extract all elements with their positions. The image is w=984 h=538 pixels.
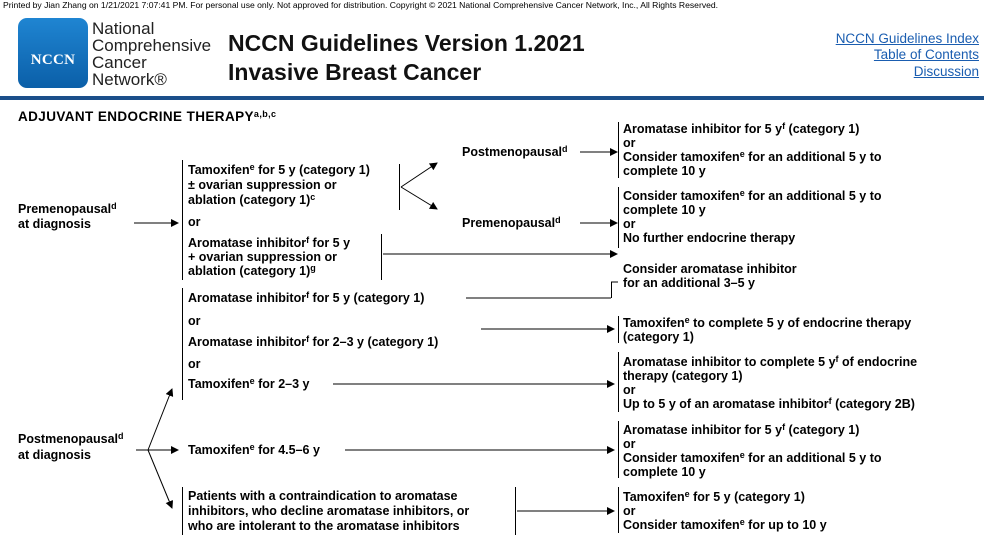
postmenopausal-branch-label: Postmenopausal$^d$ xyxy=(462,144,568,159)
org-name-line-4: Network® xyxy=(92,70,167,89)
pre-outcome-2-line-1: Consider tamoxifen$^e$ for an additional 5 y to xyxy=(623,188,882,203)
pre-or-label: or xyxy=(188,215,201,229)
post-outcome-5-line-1: Tamoxifen$^e$ for 5 y (category 1) xyxy=(623,489,805,504)
pre-option-tamoxifen-line-3: ablation (category 1)$^c$ xyxy=(188,192,316,207)
post-outcome-3-line-4: Up to 5 y of an aromatase inhibitor$^f$ (category 2B) xyxy=(623,396,915,411)
post-outcome-2-line-2: (category 1) xyxy=(623,330,694,344)
section-title: ADJUVANT ENDOCRINE THERAPY$^{a,b,c}$ xyxy=(18,109,277,124)
pre-outcome-1-line-4: complete 10 y xyxy=(623,164,706,178)
premenopausal-branch-label: Premenopausal$^d$ xyxy=(462,215,561,230)
pre-outcome-1-line-1: Aromatase inhibitor for 5 $y^f$ (category 1) xyxy=(623,121,860,136)
nccn-logo-text: NCCN xyxy=(30,52,76,68)
pre-option-aromatase-line-2: + ovarian suppression or xyxy=(188,250,338,264)
pre-outcome-3-line-2: for an additional 3–5 y xyxy=(623,276,755,290)
postmenopausal-at-diagnosis-label-2: at diagnosis xyxy=(18,448,91,462)
post-outcome-4-line-3: Consider tamoxifen$^e$ for an additional 5 y to xyxy=(623,450,882,465)
premenopausal-at-diagnosis-label-2: at diagnosis xyxy=(18,217,91,231)
post-option-tamoxifen-4-5-6y: Tamoxifen$^e$ for 4.5–6 y xyxy=(188,442,320,457)
post-outcome-5-line-3: Consider tamoxifen$^e$ for up to 10 y xyxy=(623,517,827,532)
org-name-line-3: Cancer xyxy=(92,53,147,72)
pre-outcome-2-line-3: or xyxy=(623,217,636,231)
postmenopausal-at-diagnosis-label: Postmenopausal$^d$ xyxy=(18,431,124,446)
post-option-contraindication-line-1: Patients with a contraindication to aromatase xyxy=(188,489,458,503)
org-name-line-1: National xyxy=(92,19,155,38)
post-option-ai-5y: Aromatase inhibitor$^f$ for 5 y (category 1) xyxy=(188,290,425,305)
post-or-label-2: or xyxy=(188,357,201,371)
post-or-label-1: or xyxy=(188,314,201,328)
pre-outcome-1-line-3: Consider tamoxifen$^e$ for an additional 5 y to xyxy=(623,149,882,164)
discussion-link[interactable]: Discussion xyxy=(913,64,979,79)
printed-note: Printed by Jian Zhang on 1/21/2021 7:07:41 PM. For personal use only. Not approved for distribution. Copyright © 2021 National Comprehensive Cancer Network, Inc., All Rights Reserved. xyxy=(3,0,719,10)
pre-option-tamoxifen: Tamoxifen$^e$ for 5 y (category 1) xyxy=(188,162,370,177)
pre-option-tamoxifen-line-2: ± ovarian suppression or xyxy=(188,178,337,192)
post-outcome-4-line-2: or xyxy=(623,437,636,451)
pre-outcome-2-line-4: No further endocrine therapy xyxy=(623,231,796,245)
guidelines-index-link[interactable]: NCCN Guidelines Index xyxy=(835,31,979,46)
post-outcome-5-line-2: or xyxy=(623,504,636,518)
post-outcome-4-line-4: complete 10 y xyxy=(623,465,706,479)
pre-option-aromatase-line-3: ablation (category 1)$^g$ xyxy=(188,263,316,278)
pre-outcome-1-line-2: or xyxy=(623,136,636,150)
table-of-contents-link[interactable]: Table of Contents xyxy=(873,47,979,62)
pre-outcome-3-line-1: Consider aromatase inhibitor xyxy=(623,262,797,276)
post-outcome-3-line-2: therapy (category 1) xyxy=(623,369,743,383)
page-subtitle: Invasive Breast Cancer xyxy=(228,59,482,85)
page-title: NCCN Guidelines Version 1.2021 xyxy=(228,30,585,56)
post-outcome-4-line-1: Aromatase inhibitor for 5 $y^f$ (category 1) xyxy=(623,422,860,437)
pre-outcome-2-line-2: complete 10 y xyxy=(623,203,706,217)
post-option-contraindication-line-2: inhibitors, who decline aromatase inhibitors, or xyxy=(188,504,470,518)
post-option-contraindication-line-3: who are intolerant to the aromatase inhibitors xyxy=(188,519,460,533)
post-option-ai-2-3y: Aromatase inhibitor$^f$ for 2–3 y (category 1) xyxy=(188,334,439,349)
post-option-tamoxifen-2-3y: Tamoxifen$^e$ for 2–3 y xyxy=(188,376,310,391)
premenopausal-at-diagnosis-label: Premenopausal$^d$ xyxy=(18,201,117,216)
post-outcome-3-line-3: or xyxy=(623,383,636,397)
org-name-line-2: Comprehensive xyxy=(92,36,212,55)
pre-option-aromatase: Aromatase inhibitor$^f$ for 5 y xyxy=(188,235,351,250)
post-outcome-3-line-1: Aromatase inhibitor to complete 5 $y^f$ of endocrine xyxy=(623,354,918,369)
post-outcome-2-line-1: Tamoxifen$^e$ to complete 5 y of endocrine therapy xyxy=(623,315,912,330)
